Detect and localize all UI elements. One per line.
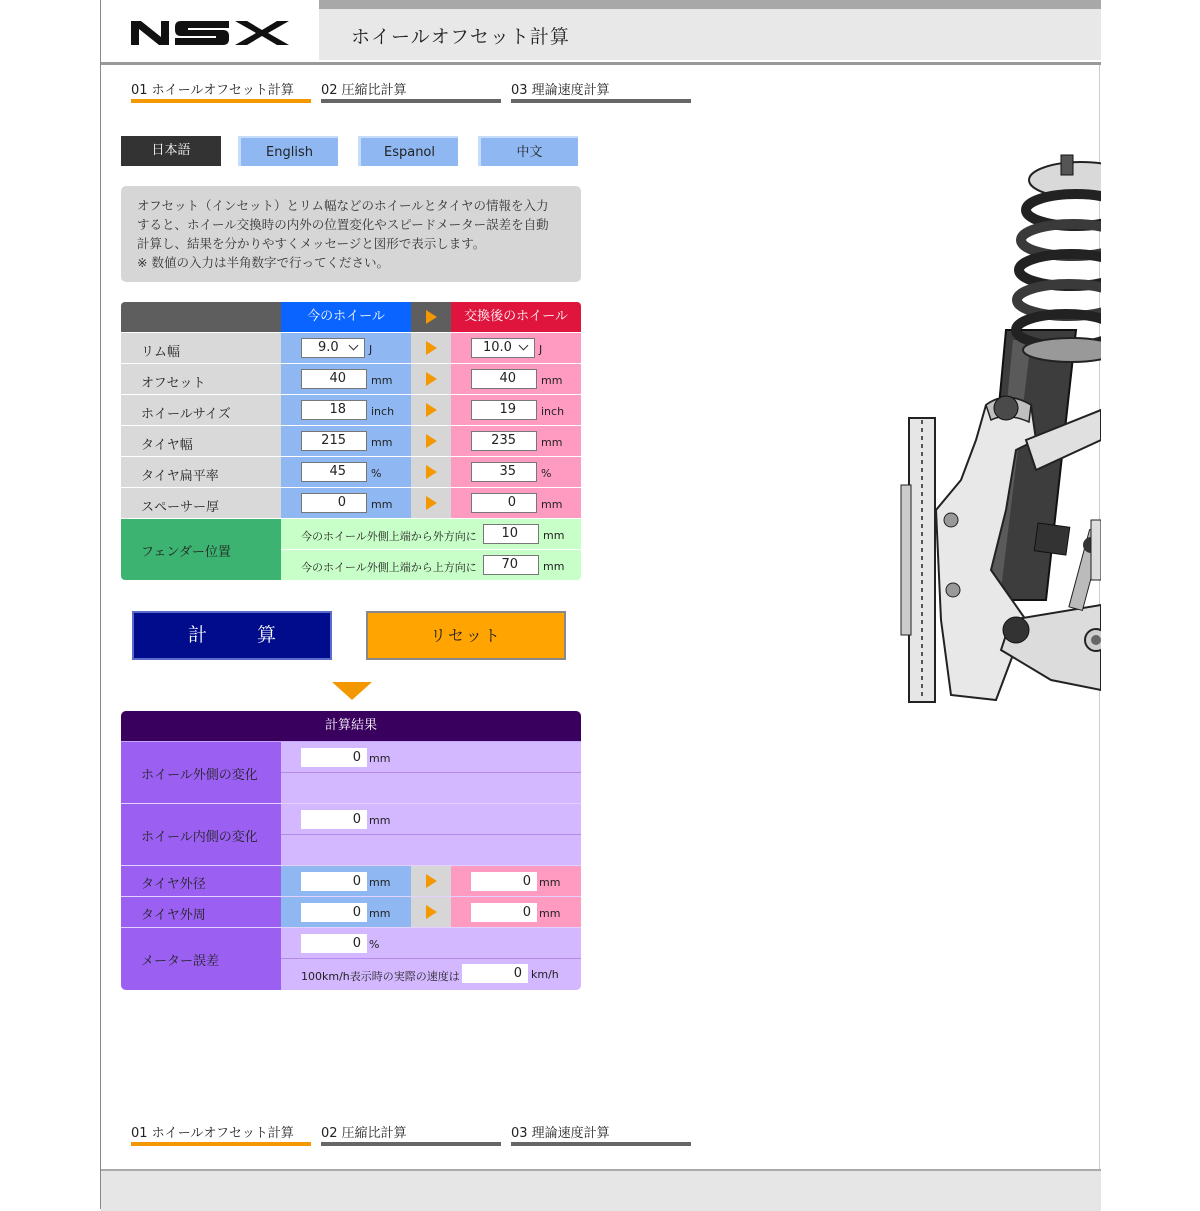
current-cell — [281, 364, 411, 394]
new-aspect-ratio-input[interactable]: 35 — [471, 462, 537, 482]
lang-button-japanese[interactable]: 日本語 — [121, 136, 221, 166]
unit-label: inch — [371, 405, 395, 418]
tire-circumference-new-value: 0 — [471, 903, 537, 922]
arrow-right-icon — [426, 465, 437, 479]
new-cell — [451, 426, 581, 456]
new-cell — [451, 364, 581, 394]
arrow-right-icon — [426, 310, 437, 324]
current-rim-width-select[interactable] — [301, 338, 365, 358]
current-cell — [281, 457, 411, 487]
nsx-logo[interactable] — [101, 0, 319, 60]
unit-label: J — [369, 343, 373, 356]
lang-button-espanol[interactable]: Espanol — [358, 136, 458, 166]
table-header-row — [121, 302, 581, 333]
description-box — [121, 186, 581, 282]
current-aspect-ratio-input[interactable]: 45 — [301, 462, 367, 482]
title-area — [319, 0, 1101, 60]
unit-label: mm — [543, 529, 565, 542]
arrow-down-icon — [332, 682, 372, 700]
chevron-down-icon — [519, 341, 529, 351]
row-label: タイヤ扁平率 — [121, 457, 281, 487]
row-offset — [121, 364, 581, 395]
arrow-right-icon — [426, 434, 437, 448]
reset-button[interactable]: リセット — [366, 611, 566, 660]
header-current-wheel: 今のホイール — [281, 302, 411, 332]
current-wheel-size-input[interactable]: 18 — [301, 400, 367, 420]
nsx-logo-icon — [131, 20, 289, 46]
fender-outward-cell — [281, 519, 581, 549]
results-panel — [121, 711, 581, 990]
top-nav-tabs — [131, 75, 701, 105]
arrow-right-icon — [426, 403, 437, 417]
new-cell — [451, 488, 581, 518]
fender-outward-input[interactable]: 10 — [483, 524, 539, 544]
new-offset-input[interactable]: 40 — [471, 369, 537, 389]
description-line: 計算し、結果を分かりやすくメッセージと図形で表示します。 — [137, 236, 486, 251]
row-wheel-size — [121, 395, 581, 426]
row-label: スペーサー厚 — [121, 488, 281, 518]
chevron-down-icon — [349, 341, 359, 351]
row-label: リム幅 — [121, 333, 281, 363]
arrow-right-icon — [426, 496, 437, 510]
row-fender-position — [121, 519, 581, 580]
arrow-right-icon — [426, 341, 437, 355]
divider — [281, 834, 581, 835]
arrow-right-icon — [426, 905, 437, 919]
new-spacer-input[interactable]: 0 — [471, 493, 537, 513]
unit-label: mm — [371, 436, 393, 449]
arrow-cell — [411, 488, 451, 518]
new-cell — [451, 395, 581, 425]
footer-bar — [101, 1169, 1101, 1211]
tire-diameter-new-cell — [451, 866, 581, 896]
arrow-right-icon — [426, 874, 437, 888]
results-title: 計算結果 — [121, 711, 581, 741]
unit-label: % — [369, 938, 380, 951]
unit-label: mm — [539, 907, 561, 920]
current-offset-input[interactable]: 40 — [301, 369, 367, 389]
lang-button-english[interactable]: English — [238, 136, 338, 166]
tab-compression-ratio[interactable] — [321, 1118, 501, 1146]
actual-speed-text: 100km/h表示時の実際の速度は — [301, 970, 460, 983]
divider — [281, 958, 581, 959]
header-blank — [121, 302, 281, 332]
title-top-bar — [319, 0, 1101, 9]
fender-upward-cell — [281, 550, 581, 580]
tab-compression-ratio[interactable] — [321, 75, 501, 103]
unit-label: km/h — [531, 968, 559, 981]
unit-label: mm — [541, 436, 563, 449]
fender-outward-text: 今のホイール外側上端から外方向に — [301, 530, 477, 543]
current-tire-width-input[interactable]: 215 — [301, 431, 367, 451]
meter-error-label: メーター誤差 — [121, 928, 281, 990]
tab-label: 03 理論速度計算 — [511, 1126, 610, 1141]
input-table — [121, 302, 581, 580]
tire-diameter-new-value: 0 — [471, 872, 537, 891]
unit-label: J — [539, 343, 543, 356]
current-cell — [281, 395, 411, 425]
inner-change-value: 0 — [301, 810, 367, 829]
description-line: オフセット（インセット）とリム幅などのホイールとタイヤの情報を入力 — [137, 198, 549, 213]
row-label: オフセット — [121, 364, 281, 394]
current-cell — [281, 488, 411, 518]
actual-speed-value: 0 — [462, 964, 528, 983]
calculate-button[interactable]: 計 算 — [132, 611, 332, 660]
current-cell — [281, 426, 411, 456]
tab-theoretical-speed[interactable] — [511, 1118, 691, 1146]
inner-change-label: ホイール内側の変化 — [121, 804, 281, 865]
tab-theoretical-speed[interactable] — [511, 75, 691, 103]
new-rim-width-select[interactable] — [471, 338, 535, 358]
unit-label: mm — [369, 907, 391, 920]
page — [100, 0, 1100, 1209]
suspension-icon — [791, 150, 1101, 720]
tab-label: 02 圧縮比計算 — [321, 1126, 407, 1141]
new-cell — [451, 457, 581, 487]
tab-wheel-offset[interactable] — [131, 1118, 311, 1146]
suspension-illustration — [791, 150, 1101, 720]
unit-label: mm — [543, 560, 565, 573]
arrow-cell — [411, 364, 451, 394]
unit-label: % — [371, 467, 382, 480]
select-value: 10.0 — [483, 340, 512, 355]
lang-button-chinese[interactable]: 中文 — [478, 136, 578, 166]
page-title: ホイールオフセット計算 — [351, 26, 570, 48]
tab-label: 01 ホイールオフセット計算 — [131, 83, 294, 98]
arrow-cell — [411, 457, 451, 487]
row-rim-width — [121, 333, 581, 364]
new-cell — [451, 333, 581, 363]
tire-diameter-label: タイヤ外径 — [121, 866, 281, 896]
arrow-cell — [411, 333, 451, 363]
arrow-right-icon — [426, 372, 437, 386]
arrow-cell — [411, 395, 451, 425]
header-new-wheel: 交換後のホイール — [451, 302, 581, 332]
unit-label: mm — [371, 374, 393, 387]
new-wheel-size-input[interactable]: 19 — [471, 400, 537, 420]
header-arrow — [411, 302, 451, 332]
unit-label: mm — [541, 498, 563, 511]
tab-label: 03 理論速度計算 — [511, 83, 610, 98]
tab-label: 02 圧縮比計算 — [321, 83, 407, 98]
meter-error-value: 0 — [301, 934, 367, 953]
row-aspect-ratio — [121, 457, 581, 488]
tire-diameter-current-cell — [281, 866, 411, 896]
unit-label: inch — [541, 405, 565, 418]
unit-label: mm — [369, 876, 391, 889]
unit-label: mm — [539, 876, 561, 889]
tab-wheel-offset[interactable] — [131, 75, 311, 103]
select-value: 9.0 — [318, 340, 339, 355]
unit-label: % — [541, 467, 552, 480]
divider — [281, 772, 581, 773]
arrow-cell — [411, 866, 451, 896]
tire-diameter-current-value: 0 — [301, 872, 367, 891]
unit-label: mm — [541, 374, 563, 387]
unit-label: mm — [371, 498, 393, 511]
tire-circumference-label: タイヤ外周 — [121, 897, 281, 927]
unit-label: mm — [369, 752, 391, 765]
new-tire-width-input[interactable]: 235 — [471, 431, 537, 451]
arrow-cell — [411, 897, 451, 927]
current-cell — [281, 333, 411, 363]
row-label: タイヤ幅 — [121, 426, 281, 456]
row-label: ホイールサイズ — [121, 395, 281, 425]
tab-label: 01 ホイールオフセット計算 — [131, 1126, 294, 1141]
row-spacer-thickness — [121, 488, 581, 519]
description-line: すると、ホイール交換時の内外の位置変化やスピードメーター誤差を自動 — [137, 217, 549, 232]
fender-upward-text: 今のホイール外側上端から上方向に — [301, 561, 477, 574]
fender-upward-input[interactable]: 70 — [483, 555, 539, 575]
tire-circumference-current-value: 0 — [301, 903, 367, 922]
tire-circumference-new-cell — [451, 897, 581, 927]
current-spacer-input[interactable]: 0 — [301, 493, 367, 513]
header — [101, 0, 1101, 65]
fender-label: フェンダー位置 — [121, 519, 281, 580]
bottom-nav-tabs — [131, 1118, 701, 1148]
description-line: ※ 数値の入力は半角数字で行ってください。 — [137, 255, 389, 270]
meter-error-cell — [281, 928, 581, 990]
tire-circumference-current-cell — [281, 897, 411, 927]
unit-label: mm — [369, 814, 391, 827]
arrow-cell — [411, 426, 451, 456]
row-tire-width — [121, 426, 581, 457]
outer-change-value: 0 — [301, 748, 367, 767]
outer-change-label: ホイール外側の変化 — [121, 742, 281, 803]
